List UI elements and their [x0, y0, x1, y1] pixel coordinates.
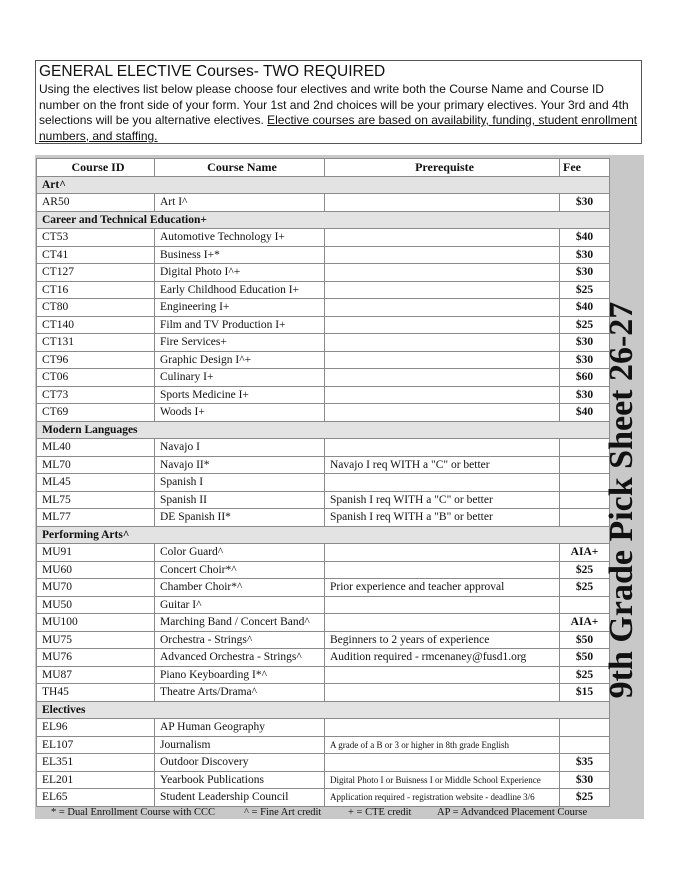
fee-cell: $25	[560, 561, 610, 579]
prerequisite-cell	[325, 596, 560, 614]
prerequisite-cell	[325, 369, 560, 387]
fee-cell: $50	[560, 649, 610, 667]
course-name-cell: Spanish I	[155, 474, 325, 492]
course-name-cell: Orchestra - Strings^	[155, 631, 325, 649]
legend-dual-enrollment: * = Dual Enrollment Course with CCC	[51, 807, 215, 818]
legend-ap: AP = Advandced Placement Course	[437, 807, 588, 818]
prerequisite-cell: Application required - registration website - deadline 3/6	[325, 789, 560, 807]
table-row	[37, 456, 610, 474]
course-name-cell: Navajo II*	[155, 456, 325, 474]
column-header-fee: Fee	[560, 159, 610, 177]
fee-cell: $50	[560, 631, 610, 649]
course-name-cell: Automotive Technology I+	[155, 229, 325, 247]
section-header-row	[37, 211, 610, 229]
fee-cell: $30	[560, 194, 610, 212]
course-id-cell: MU100	[37, 614, 155, 632]
prerequisite-cell: Prior experience and teacher approval	[325, 579, 560, 597]
fee-cell: $35	[560, 754, 610, 772]
table-row	[37, 386, 610, 404]
course-name-cell: Navajo I	[155, 439, 325, 457]
prerequisite-cell	[325, 351, 560, 369]
course-name-cell: Chamber Choir*^	[155, 579, 325, 597]
prerequisite-cell: Beginners to 2 years of experience	[325, 631, 560, 649]
section-title: Career and Technical Education+	[37, 211, 610, 229]
course-name-cell: AP Human Geography	[155, 719, 325, 737]
course-id-cell: CT69	[37, 404, 155, 422]
course-name-cell: DE Spanish II*	[155, 509, 325, 527]
fee-cell: $25	[560, 789, 610, 807]
legend-cte: + = CTE credit	[348, 807, 412, 818]
course-name-cell: Marching Band / Concert Band^	[155, 614, 325, 632]
fee-cell: $40	[560, 299, 610, 317]
table-row	[37, 596, 610, 614]
course-id-cell: CT41	[37, 246, 155, 264]
table-row	[37, 351, 610, 369]
fee-cell: $40	[560, 404, 610, 422]
table-row	[37, 561, 610, 579]
prerequisite-cell	[325, 194, 560, 212]
course-name-cell: Business I+*	[155, 246, 325, 264]
prerequisite-cell	[325, 439, 560, 457]
course-id-cell: CT96	[37, 351, 155, 369]
course-id-cell: ML45	[37, 474, 155, 492]
course-id-cell: MU76	[37, 649, 155, 667]
course-id-cell: CT127	[37, 264, 155, 282]
section-title: Modern Languages	[37, 421, 610, 439]
fee-cell: $25	[560, 281, 610, 299]
table-row	[37, 439, 610, 457]
fee-cell: $15	[560, 684, 610, 702]
prerequisite-cell: Digital Photo I or Buisness I or Middle School Experience	[325, 771, 560, 789]
table-row	[37, 369, 610, 387]
prerequisite-cell	[325, 666, 560, 684]
fee-cell	[560, 719, 610, 737]
table-row	[37, 334, 610, 352]
course-name-cell: Color Guard^	[155, 544, 325, 562]
course-id-cell: CT131	[37, 334, 155, 352]
table-row	[37, 264, 610, 282]
prerequisite-cell	[325, 281, 560, 299]
fee-cell: $30	[560, 351, 610, 369]
fee-cell	[560, 736, 610, 754]
fee-cell: $25	[560, 316, 610, 334]
section-title: GENERAL ELECTIVE Courses- TWO REQUIRED	[39, 63, 386, 80]
fee-cell: $30	[560, 771, 610, 789]
course-name-cell: Engineering I+	[155, 299, 325, 317]
table-row	[37, 614, 610, 632]
table-row	[37, 491, 610, 509]
course-id-cell: CT53	[37, 229, 155, 247]
fee-cell: $30	[560, 264, 610, 282]
prerequisite-cell: Audition required - rmcenaney@fusd1.org	[325, 649, 560, 667]
fee-cell: $40	[560, 229, 610, 247]
course-name-cell: Graphic Design I^+	[155, 351, 325, 369]
prerequisite-cell	[325, 316, 560, 334]
course-id-cell: MU70	[37, 579, 155, 597]
course-name-cell: Spanish II	[155, 491, 325, 509]
course-id-cell: ML75	[37, 491, 155, 509]
course-table-body	[37, 176, 610, 806]
column-header-course-id: Course ID	[37, 159, 155, 177]
table-row	[37, 789, 610, 807]
prerequisite-cell	[325, 229, 560, 247]
course-id-cell: MU60	[37, 561, 155, 579]
table-row	[37, 316, 610, 334]
fee-cell: AIA+	[560, 544, 610, 562]
course-id-cell: AR50	[37, 194, 155, 212]
table-row	[37, 509, 610, 527]
course-id-cell: ML40	[37, 439, 155, 457]
course-id-cell: EL107	[37, 736, 155, 754]
fee-cell: $25	[560, 666, 610, 684]
course-name-cell: Guitar I^	[155, 596, 325, 614]
prerequisite-cell: Spanish I req WITH a "B" or better	[325, 509, 560, 527]
vertical-page-title: 9th Grade Pick Sheet 26-27	[603, 301, 640, 699]
course-id-cell: CT73	[37, 386, 155, 404]
table-row	[37, 229, 610, 247]
table-row	[37, 719, 610, 737]
course-name-cell: Film and TV Production I+	[155, 316, 325, 334]
table-row	[37, 649, 610, 667]
prerequisite-cell	[325, 754, 560, 772]
prerequisite-cell	[325, 299, 560, 317]
table-row	[37, 281, 610, 299]
legend-footnote	[36, 806, 609, 820]
course-id-cell: CT16	[37, 281, 155, 299]
course-id-cell: TH45	[37, 684, 155, 702]
course-table	[36, 158, 610, 807]
prerequisite-cell	[325, 404, 560, 422]
course-id-cell: ML70	[37, 456, 155, 474]
section-header-row	[37, 701, 610, 719]
course-name-cell: Fire Services+	[155, 334, 325, 352]
section-title: Art^	[37, 176, 610, 194]
course-id-cell: EL96	[37, 719, 155, 737]
instructions-body: Using the electives list below please choose four electives and write both the Course Name and Course ID number on the front side of your form. Your 1st and 2nd choices will be your primary electives. Your 3rd and 4th selections will be you alternative electives.	[39, 82, 629, 127]
table-row	[37, 404, 610, 422]
section-title: Electives	[37, 701, 610, 719]
section-header-row	[37, 526, 610, 544]
prerequisite-cell	[325, 544, 560, 562]
prerequisite-cell: A grade of a B or 3 or higher in 8th grade English	[325, 736, 560, 754]
fee-cell: $60	[560, 369, 610, 387]
course-id-cell: MU50	[37, 596, 155, 614]
course-id-cell: EL201	[37, 771, 155, 789]
course-id-cell: EL351	[37, 754, 155, 772]
course-id-cell: MU91	[37, 544, 155, 562]
table-row	[37, 771, 610, 789]
table-header-row	[37, 159, 610, 177]
prerequisite-cell	[325, 684, 560, 702]
fee-cell: AIA+	[560, 614, 610, 632]
course-id-cell: MU75	[37, 631, 155, 649]
course-name-cell: Student Leadership Council	[155, 789, 325, 807]
course-name-cell: Piano Keyboarding I*^	[155, 666, 325, 684]
section-title: Performing Arts^	[37, 526, 610, 544]
course-name-cell: Concert Choir*^	[155, 561, 325, 579]
table-row	[37, 194, 610, 212]
course-name-cell: Digital Photo I^+	[155, 264, 325, 282]
prerequisite-cell	[325, 474, 560, 492]
table-row	[37, 754, 610, 772]
course-name-cell: Culinary I+	[155, 369, 325, 387]
course-id-cell: EL65	[37, 789, 155, 807]
fee-cell: $25	[560, 579, 610, 597]
prerequisite-cell: Navajo I req WITH a "C" or better	[325, 456, 560, 474]
table-row	[37, 246, 610, 264]
course-id-cell: MU87	[37, 666, 155, 684]
course-name-cell: Journalism	[155, 736, 325, 754]
legend-fine-art: ^ = Fine Art credit	[244, 807, 322, 818]
instructions-text	[39, 82, 638, 144]
prerequisite-cell	[325, 386, 560, 404]
table-row	[37, 544, 610, 562]
table-row	[37, 736, 610, 754]
course-id-cell: CT80	[37, 299, 155, 317]
course-name-cell: Advanced Orchestra - Strings^	[155, 649, 325, 667]
prerequisite-cell	[325, 246, 560, 264]
column-header-course-name: Course Name	[155, 159, 325, 177]
prerequisite-cell: Spanish I req WITH a "C" or better	[325, 491, 560, 509]
prerequisite-cell	[325, 334, 560, 352]
table-row	[37, 474, 610, 492]
fee-cell: $30	[560, 334, 610, 352]
course-name-cell: Art I^	[155, 194, 325, 212]
course-id-cell: CT140	[37, 316, 155, 334]
column-header-prerequisite: Prerequiste	[325, 159, 560, 177]
prerequisite-cell	[325, 719, 560, 737]
table-row	[37, 684, 610, 702]
section-header-row	[37, 176, 610, 194]
availability-note: Elective courses are based on availability, funding, student enrollment numbers, and staffing.	[39, 113, 638, 143]
table-row	[37, 299, 610, 317]
table-row	[37, 579, 610, 597]
prerequisite-cell	[325, 561, 560, 579]
fee-cell: $30	[560, 246, 610, 264]
course-name-cell: Early Childhood Education I+	[155, 281, 325, 299]
course-name-cell: Theatre Arts/Drama^	[155, 684, 325, 702]
course-id-cell: ML77	[37, 509, 155, 527]
table-row	[37, 666, 610, 684]
course-id-cell: CT06	[37, 369, 155, 387]
instructions-box	[35, 60, 642, 144]
course-name-cell: Sports Medicine I+	[155, 386, 325, 404]
fee-cell: $30	[560, 386, 610, 404]
prerequisite-cell	[325, 614, 560, 632]
section-header-row	[37, 421, 610, 439]
course-name-cell: Outdoor Discovery	[155, 754, 325, 772]
prerequisite-cell	[325, 264, 560, 282]
course-name-cell: Woods I+	[155, 404, 325, 422]
course-name-cell: Yearbook Publications	[155, 771, 325, 789]
table-row	[37, 631, 610, 649]
